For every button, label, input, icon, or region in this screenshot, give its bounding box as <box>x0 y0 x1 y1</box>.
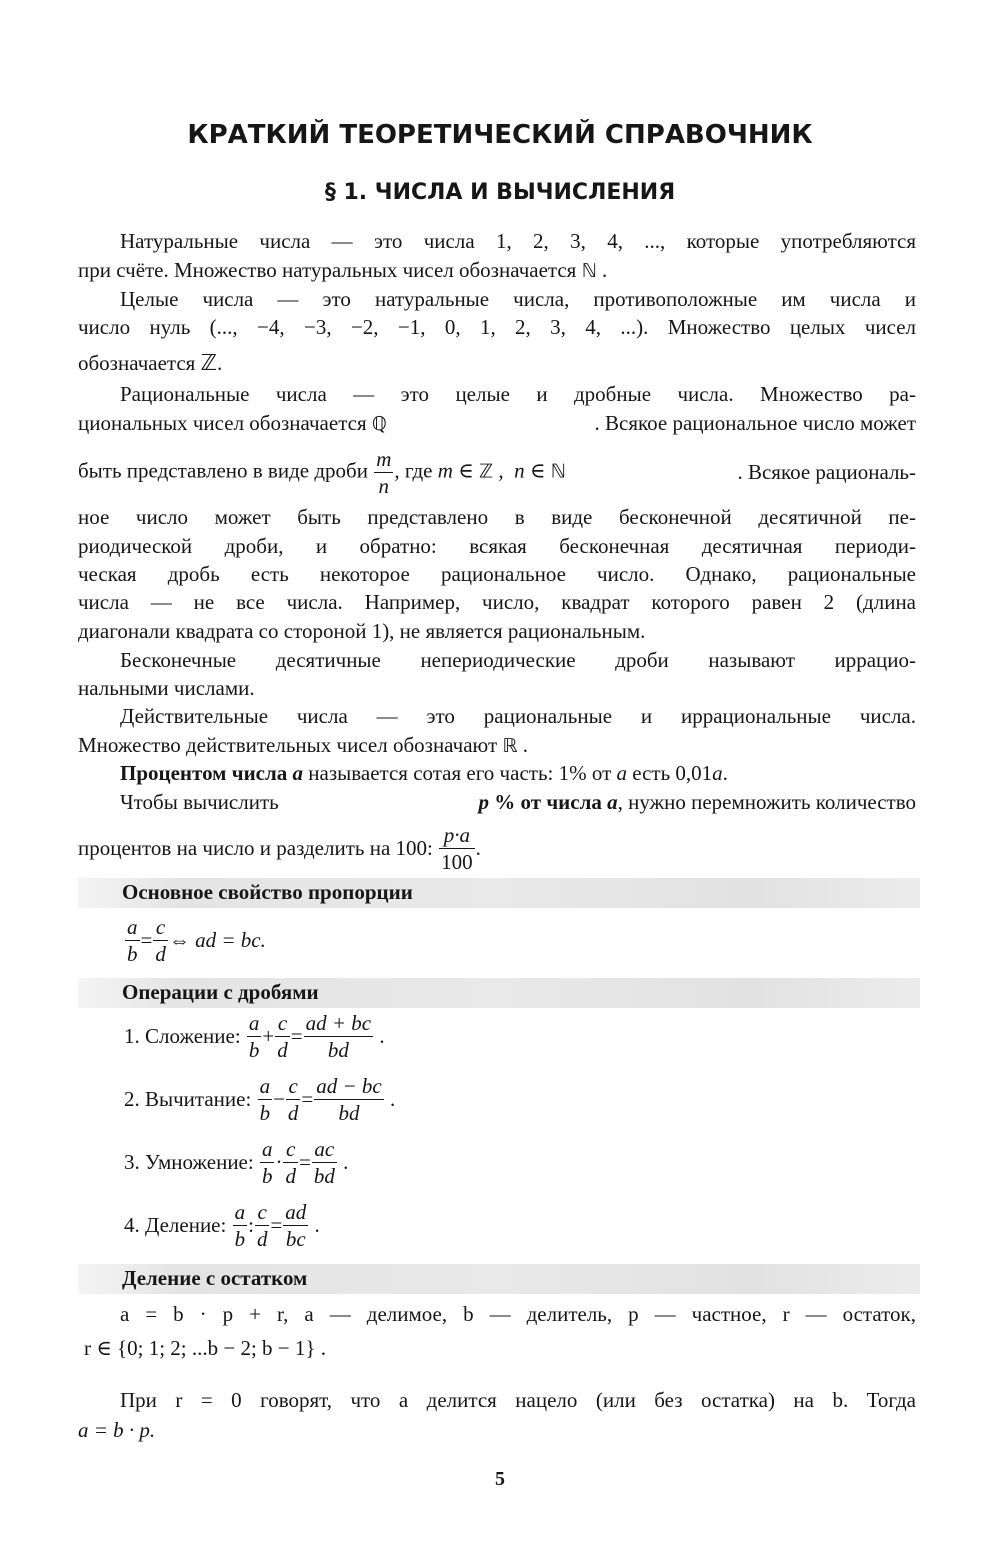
rational-line-6: ческая дробь есть некоторое рациональное число. Однако, рациональные <box>78 562 916 586</box>
rational-line-2: циональных чисел обозначается ℚ . Всякое рациональное число может <box>78 411 916 435</box>
irrational-line-2: нальными числами. <box>78 676 255 700</box>
fractions-heading: Операции с дробями <box>122 980 319 1004</box>
remainder-line-1: a = b · p + r, a — делимое, b — делитель, p — частное, r — остаток, <box>120 1302 917 1326</box>
real-line-2: Множество действительных чисел обозначают ℝ . <box>78 733 528 757</box>
page-number: 5 <box>495 1468 505 1490</box>
rational-line-1: Рациональные числа — это целые и дробные числа. Множество ра- <box>120 382 916 406</box>
rational-line-8: диагонали квадрата со стороной 1), не является рациональным. <box>78 619 646 643</box>
integer-line-2: число нуль (..., −4, −3, −2, −1, 0, 1, 2, 3, 4, ...). Множество целых чисел <box>78 315 916 339</box>
natural-line-1: Натуральные числа — это числа 1, 2, 3, 4, ..., которые употребляются <box>120 229 916 253</box>
set-r-symbol: ℝ <box>502 735 518 757</box>
set-z-symbol: ℤ <box>200 351 217 376</box>
fraction-m-n: $\frac{m}{n}$ <box>376 447 392 499</box>
proportion-formula: $\frac{a}{b}$ = $\frac{c}{d}$ ⇔ ad = bc. <box>127 915 266 967</box>
real-line-1: Действительные числа — это рациональные и иррациональные числа. <box>120 704 916 728</box>
fraction-op-division: 4. Деление: $\frac{a}{b}$ : $\frac{c}{d}$ = $\frac{ad}{bc}$ . <box>124 1200 320 1252</box>
fraction-pa-100: $\frac{p\cdot a}{100}$ <box>441 823 473 875</box>
remainder-line-2: r ∈ {0; 1; 2; ...b − 2; b − 1} . <box>84 1336 326 1360</box>
rational-line-5: риодической дроби, и обратно: всякая бесконечная десятичная периоди- <box>78 534 916 558</box>
remainder-heading: Деление с остатком <box>122 1266 308 1290</box>
fraction-op-multiplication: 3. Умножение: $\frac{a}{b}$ · $\frac{c}{d}$ = $\frac{ac}{bd}$ . <box>124 1137 349 1189</box>
percent-definition: Процентом числа a называется сотая его часть: 1% от a есть 0,01a. <box>120 761 728 785</box>
irrational-line-1: Бесконечные десятичные непериодические дроби называют иррацио- <box>120 648 916 672</box>
remainder-line-3: При r = 0 говорят, что a делится нацело (или без остатка) на b. Тогда <box>120 1388 916 1412</box>
integer-line-1: Целые числа — это натуральные числа, противоположные им числа и <box>120 287 916 311</box>
fraction-op-addition: 1. Сложение: $\frac{a}{b}$ + $\frac{c}{d}$ = $\frac{ad + bc}{bd}$ . <box>124 1011 385 1063</box>
percent-line-3: процентов на число и разделить на 100: $\frac{p\cdot a}{100}$ . <box>78 823 481 875</box>
set-q-symbol: ℚ <box>371 413 387 435</box>
fraction-op-subtraction: 2. Вычитание: $\frac{a}{b}$ − $\frac{c}{d}$ = $\frac{ad - bc}{bd}$ . <box>124 1074 396 1126</box>
rational-line-4: ное число может быть представлено в виде бесконечной десятичной пе- <box>78 505 916 529</box>
rational-line-7: числа — не все числа. Например, число, квадрат которого равен 2 (длина <box>78 590 916 614</box>
proportion-heading-band <box>78 878 920 908</box>
fractions-heading-band <box>78 978 920 1008</box>
natural-line-2: при счёте. Множество натуральных чисел обозначается ℕ . <box>78 258 608 282</box>
rational-line-3: быть представлено в виде дроби $\frac{m}{n}$ , где m ∈ ℤ , n ∈ ℕ . Всякое рациональ- <box>78 447 916 499</box>
section-title: § 1. ЧИСЛА И ВЫЧИСЛЕНИЯ <box>324 180 676 205</box>
integer-line-3: обозначается ℤ. <box>78 351 223 376</box>
proportion-heading: Основное свойство пропорции <box>122 880 413 904</box>
remainder-heading-band <box>78 1264 920 1294</box>
set-n-symbol: ℕ <box>581 260 597 282</box>
percent-line-2: Чтобы вычислить p % от числа a, нужно перемножить количество <box>120 790 916 814</box>
remainder-line-4: a = b · p. <box>78 1418 156 1442</box>
page-title: КРАТКИЙ ТЕОРЕТИЧЕСКИЙ СПРАВОЧНИК <box>187 120 813 150</box>
